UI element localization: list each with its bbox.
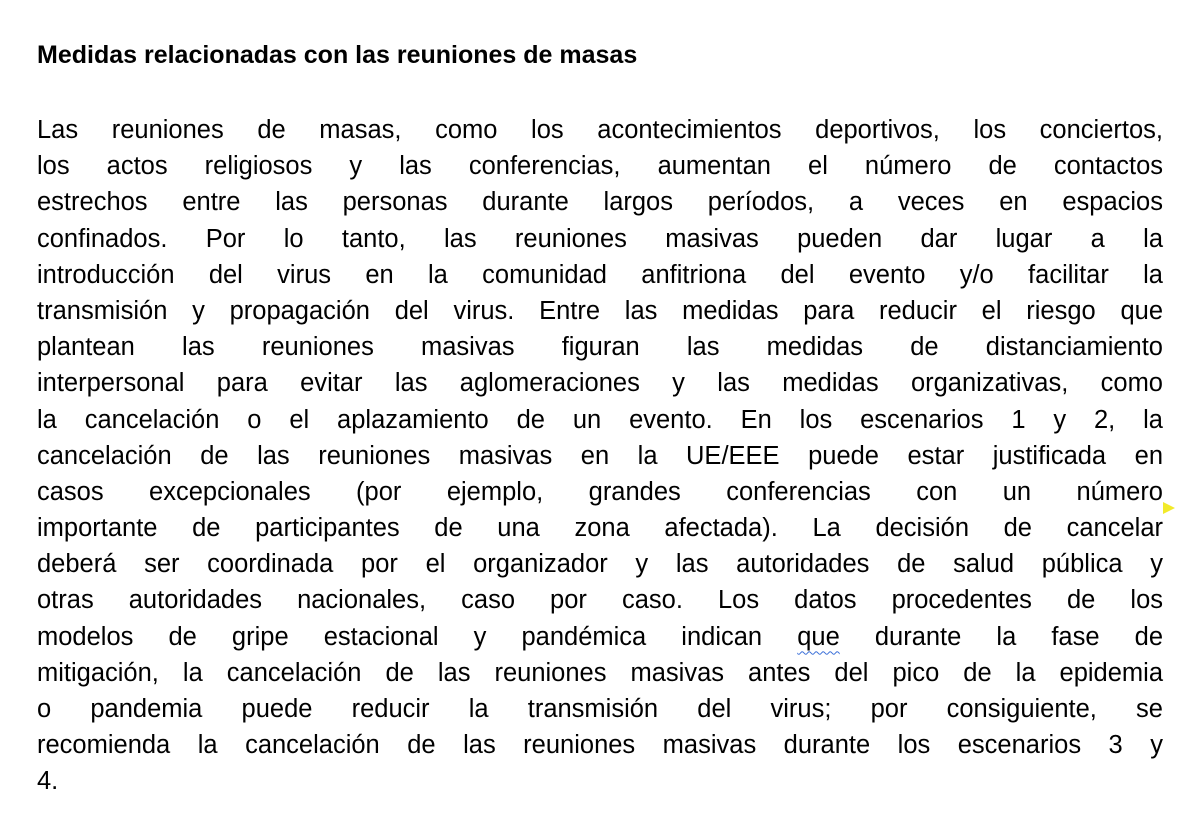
highlighted-text: importante de participantes de una zona afectada) bbox=[37, 514, 771, 543]
line-15-before-text: modelos de gripe estacional y pandémica indican bbox=[37, 622, 798, 651]
paragraph-line-6: transmisión y propagación del virus. Entre las medidas para reducir el riesgo que bbox=[37, 296, 1163, 325]
paragraph-line-5: introducción del virus en la comunidad anfitriona del evento y/o facilitar la bbox=[37, 260, 1163, 289]
body-paragraph bbox=[37, 112, 1163, 800]
line-9-plain-text: la cancelación o el aplazamiento de un evento. bbox=[37, 405, 741, 434]
spellcheck-marked-word[interactable]: que bbox=[797, 622, 840, 651]
paragraph-line-11 bbox=[37, 474, 1163, 510]
highlighted-text: casos excepcionales (por ejemplo, grandes conferencias con un número bbox=[37, 477, 1163, 506]
line-12-plain-text: . La decisión de cancelar bbox=[770, 514, 1164, 543]
paragraph-line-12 bbox=[37, 510, 1163, 546]
paragraph-line-8: interpersonal para evitar las aglomeraciones y las medidas organizativas, como bbox=[37, 369, 1163, 398]
paragraph-line-9 bbox=[37, 402, 1163, 438]
paragraph-line-1: Las reuniones de masas, como los acontecimientos deportivos, los conciertos, bbox=[37, 116, 1163, 144]
paragraph-line-13: deberá ser coordinada por el organizador y las autoridades de salud pública y bbox=[37, 550, 1163, 579]
paragraph-line-14: otras autoridades nacionales, caso por caso. Los datos procedentes de los bbox=[37, 586, 1163, 615]
paragraph-line-4: confinados. Por lo tanto, las reuniones masivas pueden dar lugar a la bbox=[37, 224, 1163, 253]
highlight-arrowhead-icon bbox=[1163, 502, 1175, 514]
paragraph-line-10 bbox=[37, 438, 1163, 474]
paragraph-line-16: mitigación, la cancelación de las reuniones masivas antes del pico de la epidemia bbox=[37, 658, 1163, 687]
section-heading: Medidas relacionadas con las reuniones de masas bbox=[37, 41, 638, 69]
paragraph-line-2: los actos religiosos y las conferencias, aumentan el número de contactos bbox=[37, 152, 1163, 181]
paragraph-line-15 bbox=[37, 619, 1163, 655]
paragraph-line-18: recomienda la cancelación de las reuniones masivas durante los escenarios 3 y bbox=[37, 731, 1163, 760]
line-15-after-text: durante la fase de bbox=[839, 622, 1163, 651]
document-page bbox=[37, 40, 1163, 800]
paragraph-line-7: plantean las reuniones masivas figuran las medidas de distanciamiento bbox=[37, 333, 1163, 362]
paragraph-line-17: o pandemia puede reducir la transmisión del virus; por consiguiente, se bbox=[37, 695, 1163, 723]
paragraph-line-19: 4. bbox=[37, 767, 59, 796]
highlighted-text: En los escenarios 1 y 2, la bbox=[740, 405, 1163, 434]
highlighted-text: cancelación de las reuniones masivas en la UE/EEE puede estar justificada en bbox=[37, 441, 1163, 470]
paragraph-line-3: estrechos entre las personas durante largos períodos, a veces en espacios bbox=[37, 188, 1163, 217]
